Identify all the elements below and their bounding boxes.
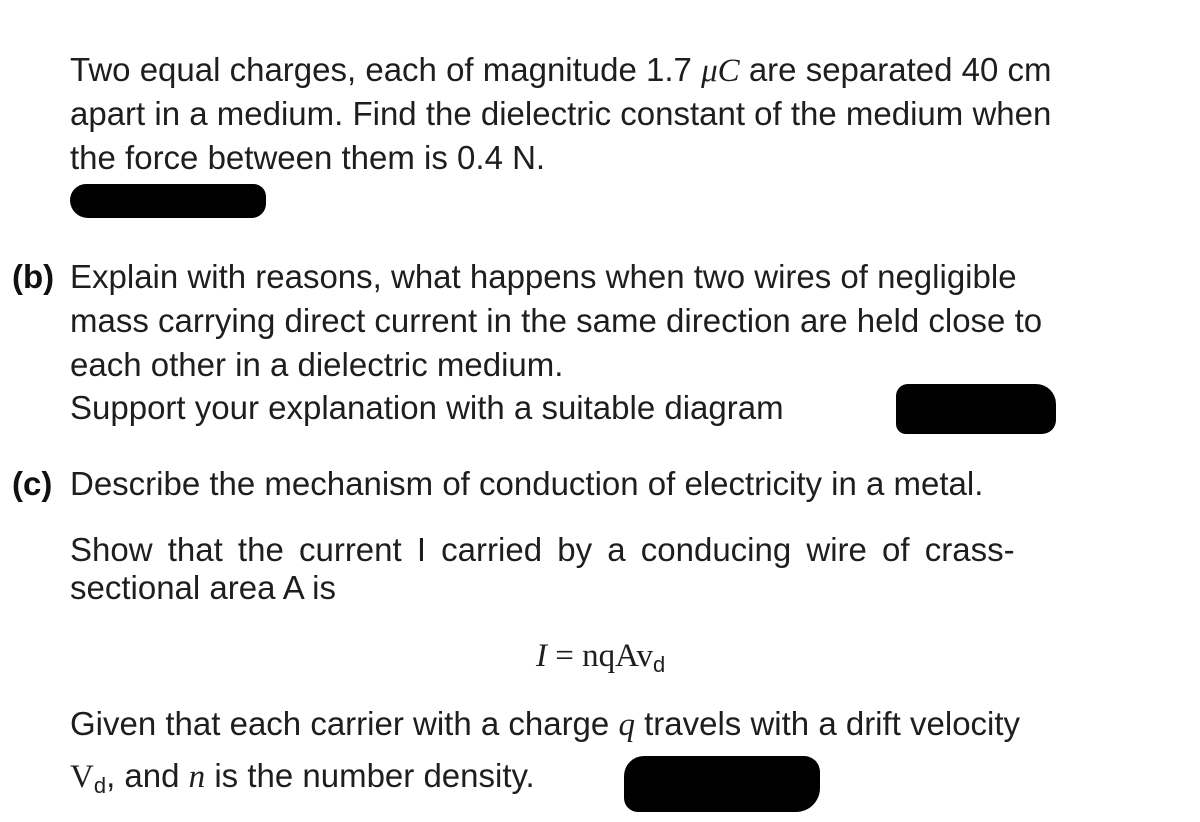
equation-equals: = [547,638,583,674]
question-c-line-3: sectional area A is [70,569,336,606]
microcoulomb-unit: μC [701,53,740,89]
last-mid: , and [106,757,189,794]
question-b-line-4: Support your explanation with a suitable diagram [70,389,784,426]
current-equation [536,634,665,687]
velocity-subscript: d [93,773,107,798]
question-a-line-1 [70,48,1052,93]
question-c-label: (c) [12,465,53,502]
question-c-last-line [70,754,535,808]
question-a-line-2: apart in a medium. Find the dielectric constant of the medium when [70,95,1052,132]
equation-lhs: I [536,638,547,674]
question-b-label: (b) [12,258,55,295]
charge-symbol: q [618,707,635,743]
redaction-mark-3 [624,756,820,812]
last-post: is the number density. [205,757,535,794]
redaction-mark-1 [70,184,266,218]
question-c-line-2: Show that the current I carried by a conducing wire of crass- [70,531,1015,568]
number-density-symbol: n [188,759,206,795]
question-c-given-line [70,702,1020,747]
redaction-mark-2 [896,384,1056,434]
equation-rhs: nqAv [582,638,654,674]
question-b-line-3: each other in a dielectric medium. [70,346,564,383]
given-pre: Given that each carrier with a charge [70,705,619,742]
equation-subscript: d [653,652,666,677]
question-c-line-1: Describe the mechanism of conduction of electricity in a metal. [70,465,984,502]
question-b-line-1: Explain with reasons, what happens when two wires of negligible [70,258,1017,295]
question-a-line-1-pre: Two equal charges, each of magnitude 1.7 [70,51,702,88]
question-b-line-2: mass carrying direct current in the same direction are held close to [70,302,1043,339]
question-a-line-3: the force between them is 0.4 N. [70,139,546,176]
velocity-symbol: V [70,759,94,795]
question-a-line-1-post: are separated 40 cm [739,51,1052,88]
given-post: travels with a drift velocity [634,705,1021,742]
